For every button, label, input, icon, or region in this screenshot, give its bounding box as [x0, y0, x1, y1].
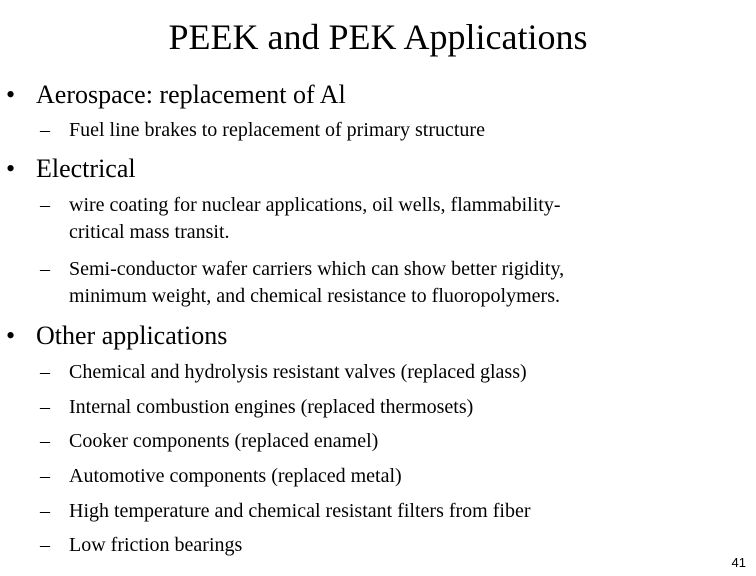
bullet-icon: •: [6, 80, 16, 109]
sub-item-line: Internal combustion engines (replaced thermosets): [69, 396, 474, 418]
sub-item: [40, 428, 378, 455]
sub-item-line: Chemical and hydrolysis resistant valves (replaced glass): [69, 361, 527, 383]
sub-item-line: Fuel line brakes to replacement of primary structure: [69, 119, 485, 141]
dash-icon: –: [40, 534, 50, 556]
sub-item: [40, 463, 402, 490]
dash-icon: –: [40, 396, 50, 418]
sub-item-line: Cooker components (replaced enamel): [69, 430, 379, 452]
dash-icon: –: [40, 465, 50, 487]
bullet-aerospace: [6, 80, 346, 110]
sub-item: [40, 394, 473, 421]
dash-icon: –: [40, 258, 50, 280]
sub-item-line: Semi-conductor wafer carriers which can show better rigidity,: [69, 258, 565, 280]
page-number: 41: [731, 555, 746, 570]
sub-item: [40, 117, 485, 144]
sub-item: [40, 498, 530, 525]
dash-icon: –: [40, 361, 50, 383]
slide-title: PEEK and PEK Applications: [168, 17, 588, 57]
dash-icon: –: [40, 194, 50, 216]
bullet-heading: Other applications: [36, 321, 228, 350]
sub-item: [40, 532, 242, 559]
dash-icon: –: [40, 430, 50, 452]
dash-icon: –: [40, 119, 50, 141]
sub-item: [40, 256, 564, 310]
bullet-heading: Electrical: [36, 154, 136, 183]
dash-icon: –: [40, 500, 50, 522]
sub-item-line: High temperature and chemical resistant filters from fiber: [69, 500, 531, 522]
sub-item-line: minimum weight, and chemical resistance to fluoropolymers.: [69, 285, 560, 307]
sub-item: [40, 192, 561, 246]
sub-item: [40, 359, 527, 386]
bullet-heading: Aerospace: replacement of Al: [36, 80, 346, 109]
bullet-icon: •: [6, 321, 16, 350]
sub-item-line: Automotive components (replaced metal): [69, 465, 402, 487]
bullet-other-applications: [6, 321, 227, 351]
sub-item-line: wire coating for nuclear applications, oil wells, flammability-: [69, 194, 561, 216]
bullet-icon: •: [6, 154, 16, 183]
sub-item-line: Low friction bearings: [69, 534, 243, 556]
sub-item-line: critical mass transit.: [69, 221, 230, 243]
bullet-electrical: [6, 154, 136, 184]
